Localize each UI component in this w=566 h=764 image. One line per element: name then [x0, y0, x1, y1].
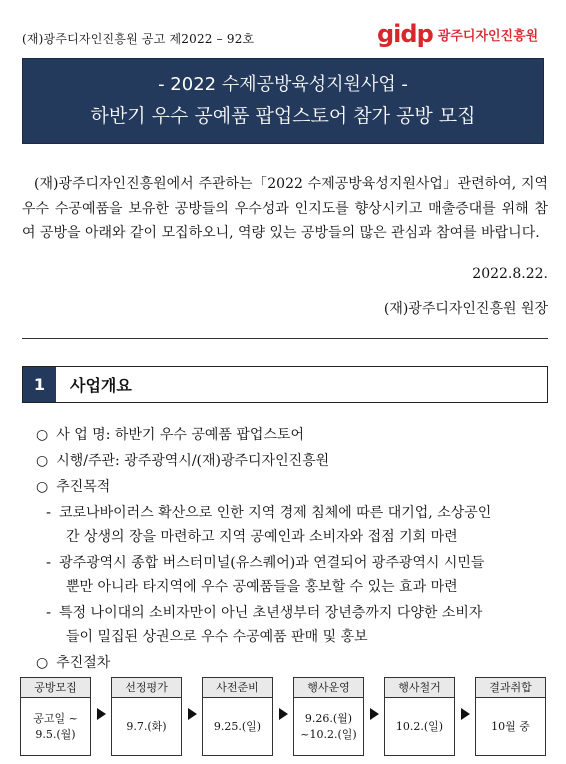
process-flow — [20, 677, 550, 757]
dash-bullet-icon: - — [46, 555, 52, 571]
process-step — [384, 677, 455, 756]
process-step-title: 공방모집 — [21, 678, 90, 698]
banner-subtitle: - 2022 수제공방육성지원사업 - — [158, 74, 408, 95]
list-item-text: 뿐만 아니라 타지역에 우수 공예품들을 홍보할 수 있는 효과 마련 — [66, 579, 458, 595]
section-header — [22, 366, 548, 403]
arrow-right-icon — [370, 708, 379, 720]
circle-bullet-icon: ○ — [36, 453, 49, 469]
process-step — [20, 677, 91, 756]
list-item-text: 시행/주관: 광주광역시/(재)광주디자인진흥원 — [56, 453, 330, 469]
process-step — [111, 677, 182, 756]
process-step — [293, 677, 364, 756]
arrow-right-icon — [461, 708, 470, 720]
title-banner — [22, 58, 544, 144]
logo-text: 광주디자인진흥원 — [437, 28, 539, 44]
list-item-text: 광주광역시 종합 버스터미널(유스퀘어)과 연결되어 광주광역시 시민들 — [59, 555, 485, 571]
intro-text: (재)광주디자인진흥원에서 주관하는「2022 수제공방육성지원사업」관련하여, 지역 우수 수공예품을 보유한 공방들의 우수성과 인지도를 향상시키고 매출증대를 위해 참여 공방을 아래와 같이 모집하오니, 역량 있는 공방들의 많은 관심과 참여를 바랍니다. — [22, 176, 548, 241]
arrow-right-icon — [279, 708, 288, 720]
notice-date: 2022.8.22. — [472, 266, 548, 282]
list-item-text: 사 업 명: 하반기 우수 공예품 팝업스토어 — [56, 427, 305, 443]
banner-title: 하반기 우수 공예품 팝업스토어 참가 공방 모집 — [90, 105, 476, 127]
list-item-text: 추진절차 — [56, 655, 111, 671]
list-item-text: 특정 나이대의 소비자만이 아닌 초년생부터 장년층까지 다양한 소비자 — [59, 605, 483, 621]
list-item — [66, 526, 458, 546]
list-item — [66, 576, 458, 596]
logo — [377, 22, 538, 46]
list-item-text: 추진목적 — [56, 479, 111, 495]
process-step-date: 공고일 ~ 9.5.(월) — [33, 712, 78, 741]
circle-bullet-icon: ○ — [36, 655, 49, 671]
list-item — [66, 626, 368, 646]
process-step — [202, 677, 273, 756]
list-item — [46, 602, 482, 622]
process-step-title: 행사철거 — [385, 678, 454, 698]
list-item-text: 들이 밀집된 상권으로 우수 수공예품 판매 및 홍보 — [66, 629, 368, 645]
dash-bullet-icon: - — [46, 605, 52, 621]
arrow-right-icon — [188, 708, 197, 720]
list-item — [36, 652, 110, 672]
circle-bullet-icon: ○ — [36, 479, 49, 495]
process-step-title: 선정평가 — [112, 678, 181, 698]
list-item — [46, 552, 484, 572]
process-step-title: 결과취합 — [476, 678, 545, 698]
arrow-right-icon — [97, 708, 106, 720]
process-step-title: 행사운영 — [294, 678, 363, 698]
list-item — [36, 424, 304, 444]
section-title: 사업개요 — [70, 376, 132, 395]
process-step-date: 10월 중 — [491, 720, 530, 733]
signature: (재)광주디자인진흥원 원장 — [383, 301, 548, 317]
process-step-date: 9.7.(화) — [126, 720, 167, 733]
process-step-date: 9.25.(일) — [213, 720, 262, 733]
dash-bullet-icon: - — [46, 505, 52, 521]
section-number: 1 — [23, 367, 56, 402]
list-item-text: 코로나바이러스 확산으로 인한 지역 경제 침체에 따른 대기업, 소상공인 — [59, 505, 492, 521]
circle-bullet-icon: ○ — [36, 427, 49, 443]
list-item-text: 간 상생의 장을 마련하고 지역 공예인과 소비자와 접점 기회 마련 — [66, 529, 458, 545]
process-step-date: 9.26.(월) ~10.2.(일) — [300, 712, 357, 741]
notice-number: (재)광주디자인진흥원 공고 제2022 – 92호 — [22, 32, 255, 46]
intro-paragraph — [22, 172, 548, 246]
divider — [22, 338, 548, 339]
process-step-date: 10.2.(일) — [395, 720, 444, 733]
process-step-title: 사전준비 — [203, 678, 272, 698]
process-step — [475, 677, 546, 756]
logo-mark: gidp — [377, 20, 433, 48]
list-item — [36, 450, 329, 470]
list-item — [36, 476, 110, 496]
list-item — [46, 502, 491, 522]
